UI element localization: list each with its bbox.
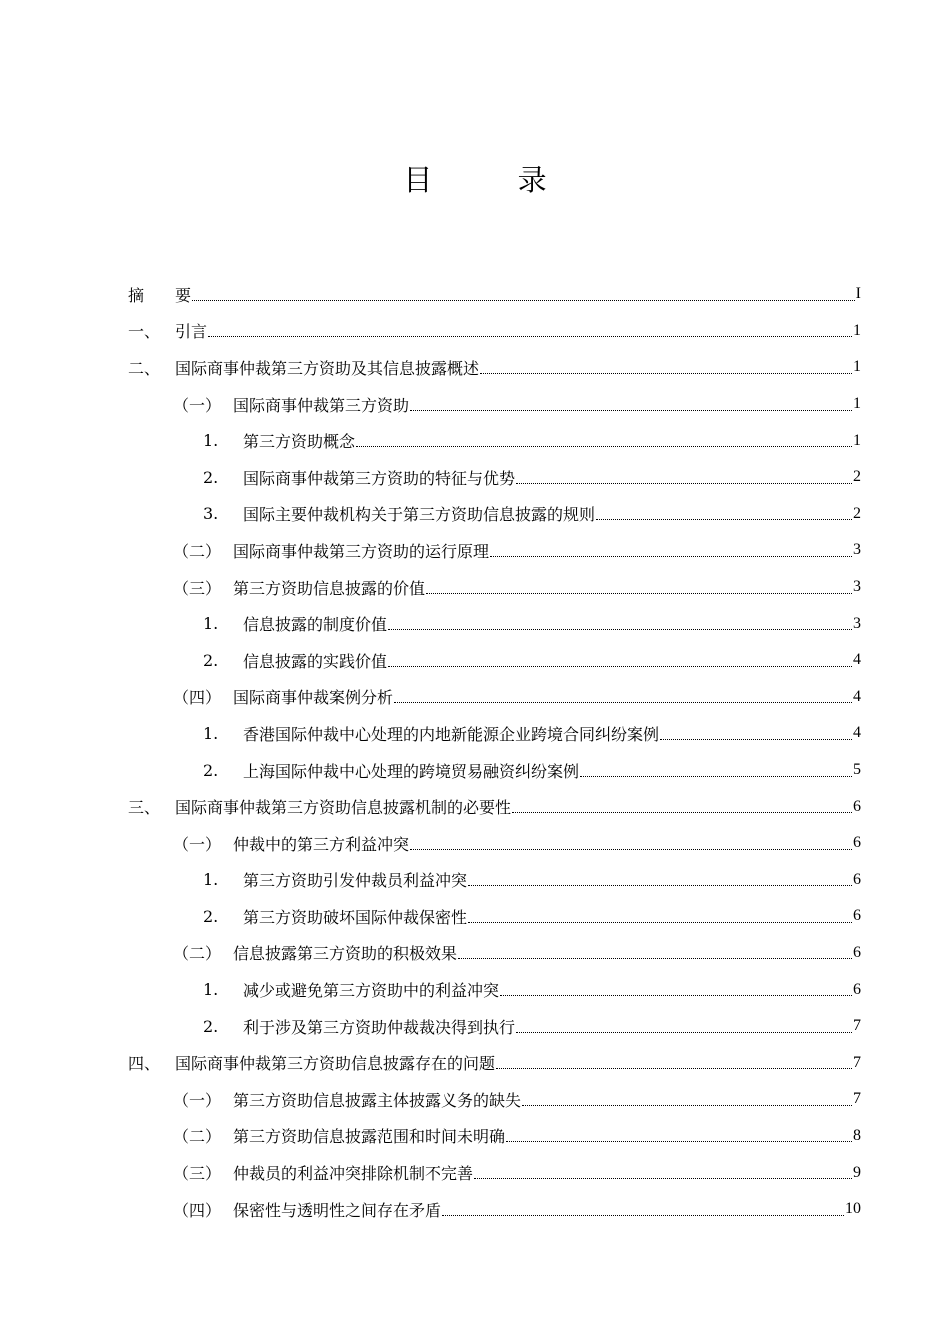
toc-entry-number: 2. (203, 467, 219, 487)
dot-leader (208, 336, 852, 337)
toc-entry-title: 信息披露第三方资助的积极效果 (233, 944, 458, 964)
toc-entry[interactable] (128, 313, 861, 350)
dot-leader (468, 885, 852, 886)
dot-leader (480, 373, 852, 374)
toc-entry-number: （一） (173, 395, 222, 415)
toc-entry-page: 6 (853, 980, 861, 998)
toc-entry-page: 3 (853, 578, 861, 596)
toc-entry-title: 香港国际仲裁中心处理的内地新能源企业跨境合同纠纷案例 (243, 724, 660, 744)
dot-leader (394, 702, 852, 703)
dot-leader (496, 1068, 852, 1069)
toc-entry-page: 9 (853, 1163, 861, 1181)
dot-leader (660, 739, 852, 740)
toc-entry[interactable] (128, 715, 861, 752)
toc-entry-page: 1 (853, 395, 861, 413)
toc-entry-number: （三） (173, 578, 222, 598)
dot-leader (388, 666, 852, 667)
toc-entry[interactable] (128, 569, 861, 606)
toc-entry-number: 2. (203, 906, 219, 926)
toc-entry-page: 1 (853, 431, 861, 449)
toc-entry-page: 6 (853, 870, 861, 888)
toc-entry-title: 国际商事仲裁第三方资助的运行原理 (233, 541, 490, 561)
toc-entry[interactable] (128, 605, 861, 642)
dot-leader (388, 629, 852, 630)
toc-entry-page: 3 (853, 541, 861, 559)
toc-entry-page: 4 (853, 724, 861, 742)
toc-entry[interactable] (128, 1008, 861, 1045)
toc-entry[interactable] (128, 1081, 861, 1118)
toc-entry-number: （二） (173, 541, 222, 561)
toc-entry[interactable] (128, 788, 861, 825)
toc-entry[interactable] (128, 642, 861, 679)
toc-entry-number: 二、 (128, 358, 161, 378)
toc-entry-page: 2 (853, 504, 861, 522)
toc-entry-title: 信息披露的制度价值 (243, 615, 388, 635)
toc-entry-title: 国际商事仲裁案例分析 (233, 688, 394, 708)
dot-leader (522, 1105, 852, 1106)
toc-entry-page: 1 (853, 358, 861, 376)
toc-entry[interactable] (128, 459, 861, 496)
toc-entry-title: 减少或避免第三方资助中的利益冲突 (243, 981, 500, 1001)
toc-entry-page: 7 (853, 1090, 861, 1108)
toc-entry-number: 摘 (128, 285, 145, 305)
toc-entry[interactable] (128, 276, 861, 313)
toc-entry-title: 国际商事仲裁第三方资助信息披露机制的必要性 (175, 798, 512, 818)
toc-entry-title: 第三方资助信息披露范围和时间未明确 (233, 1127, 506, 1147)
dot-leader (468, 922, 852, 923)
dot-leader (490, 556, 852, 557)
toc-entry[interactable] (128, 898, 861, 935)
toc-entry-page: 6 (853, 907, 861, 925)
toc-entry[interactable] (128, 422, 861, 459)
toc-entry[interactable] (128, 532, 861, 569)
toc-entry[interactable] (128, 935, 861, 972)
toc-entry-page: 5 (853, 761, 861, 779)
toc-entry-title: 第三方资助信息披露主体披露义务的缺失 (233, 1090, 522, 1110)
toc-entry-page: 7 (853, 1017, 861, 1035)
dot-leader (512, 812, 852, 813)
toc-entry-number: 1. (203, 614, 219, 634)
toc-entry-title: 第三方资助概念 (243, 432, 356, 452)
toc-entry-number: 2. (203, 650, 219, 670)
toc-entry-number: 2. (203, 1016, 219, 1036)
toc-entry-number: 1. (203, 870, 219, 890)
toc-entry-title: 仲裁中的第三方利益冲突 (233, 834, 410, 854)
toc-entry-number: （二） (173, 1127, 222, 1147)
toc-entry[interactable] (128, 1118, 861, 1155)
dot-leader (500, 995, 852, 996)
toc-entry-number: （四） (173, 1200, 222, 1220)
toc-entry-title: 第三方资助信息披露的价值 (233, 578, 426, 598)
toc-entry-page: 4 (853, 651, 861, 669)
toc-entry-title: 引言 (175, 322, 208, 342)
toc-entry-number: 四、 (128, 1054, 161, 1074)
toc-title: 目 录 (403, 163, 585, 197)
toc-entry[interactable] (128, 386, 861, 423)
toc-entry-title: 国际商事仲裁第三方资助的特征与优势 (243, 468, 516, 488)
toc-entry-number: （四） (173, 688, 222, 708)
toc-entry[interactable] (128, 1191, 861, 1228)
dot-leader (596, 519, 852, 520)
toc-entry-page: I (855, 285, 861, 303)
dot-leader (516, 483, 852, 484)
toc-entry-page: 10 (845, 1200, 861, 1218)
toc-entry-number: 2. (203, 760, 219, 780)
dot-leader (506, 1141, 852, 1142)
toc-entry-page: 8 (853, 1126, 861, 1144)
toc-entry[interactable] (128, 1154, 861, 1191)
toc-entry-number: 1. (203, 980, 219, 1000)
toc-entry-page: 7 (853, 1053, 861, 1071)
toc-entry[interactable] (128, 862, 861, 899)
dot-leader (426, 593, 852, 594)
dot-leader (356, 446, 852, 447)
toc-entry-title: 国际商事仲裁第三方资助及其信息披露概述 (175, 358, 480, 378)
toc-entry[interactable] (128, 496, 861, 533)
toc-entry-title: 保密性与透明性之间存在矛盾 (233, 1200, 442, 1220)
toc-entry-title: 利于涉及第三方资助仲裁裁决得到执行 (243, 1017, 516, 1037)
toc-entry-page: 6 (853, 834, 861, 852)
toc-entry-title: 要 (175, 285, 192, 305)
toc-entry-page: 6 (853, 797, 861, 815)
toc-entry-number: （一） (173, 1090, 222, 1110)
toc-entry[interactable] (128, 752, 861, 789)
toc-entry-number: （二） (173, 944, 222, 964)
dot-leader (442, 1215, 844, 1216)
table-of-contents (128, 276, 861, 1227)
toc-entry[interactable] (128, 1044, 861, 1081)
toc-entry-title: 国际主要仲裁机构关于第三方资助信息披露的规则 (243, 505, 596, 525)
toc-entry-number: 1. (203, 431, 219, 451)
dot-leader (474, 1178, 852, 1179)
dot-leader (458, 958, 852, 959)
dot-leader (410, 410, 852, 411)
toc-entry-title: 信息披露的实践价值 (243, 651, 388, 671)
toc-entry[interactable] (128, 349, 861, 386)
toc-entry[interactable] (128, 825, 861, 862)
toc-entry-number: （一） (173, 834, 222, 854)
toc-entry-number: 1. (203, 723, 219, 743)
dot-leader (580, 776, 852, 777)
toc-entry-number: 3. (203, 504, 219, 524)
toc-entry-number: 三、 (128, 798, 161, 818)
toc-entry-title: 国际商事仲裁第三方资助 (233, 395, 410, 415)
toc-entry-page: 3 (853, 614, 861, 632)
toc-entry-number: 一、 (128, 322, 161, 342)
dot-leader (410, 849, 852, 850)
dot-leader (516, 1032, 852, 1033)
toc-entry-title: 第三方资助引发仲裁员利益冲突 (243, 871, 468, 891)
toc-entry[interactable] (128, 971, 861, 1008)
toc-entry-page: 6 (853, 943, 861, 961)
toc-entry-page: 4 (853, 687, 861, 705)
toc-entry-title: 上海国际仲裁中心处理的跨境贸易融资纠纷案例 (243, 761, 580, 781)
dot-leader (192, 300, 855, 301)
toc-entry-page: 2 (853, 468, 861, 486)
toc-entry-title: 仲裁员的利益冲突排除机制不完善 (233, 1164, 474, 1184)
toc-entry[interactable] (128, 679, 861, 716)
toc-entry-title: 国际商事仲裁第三方资助信息披露存在的问题 (175, 1054, 496, 1074)
toc-entry-page: 1 (853, 321, 861, 339)
toc-entry-number: （三） (173, 1164, 222, 1184)
toc-entry-title: 第三方资助破坏国际仲裁保密性 (243, 907, 468, 927)
